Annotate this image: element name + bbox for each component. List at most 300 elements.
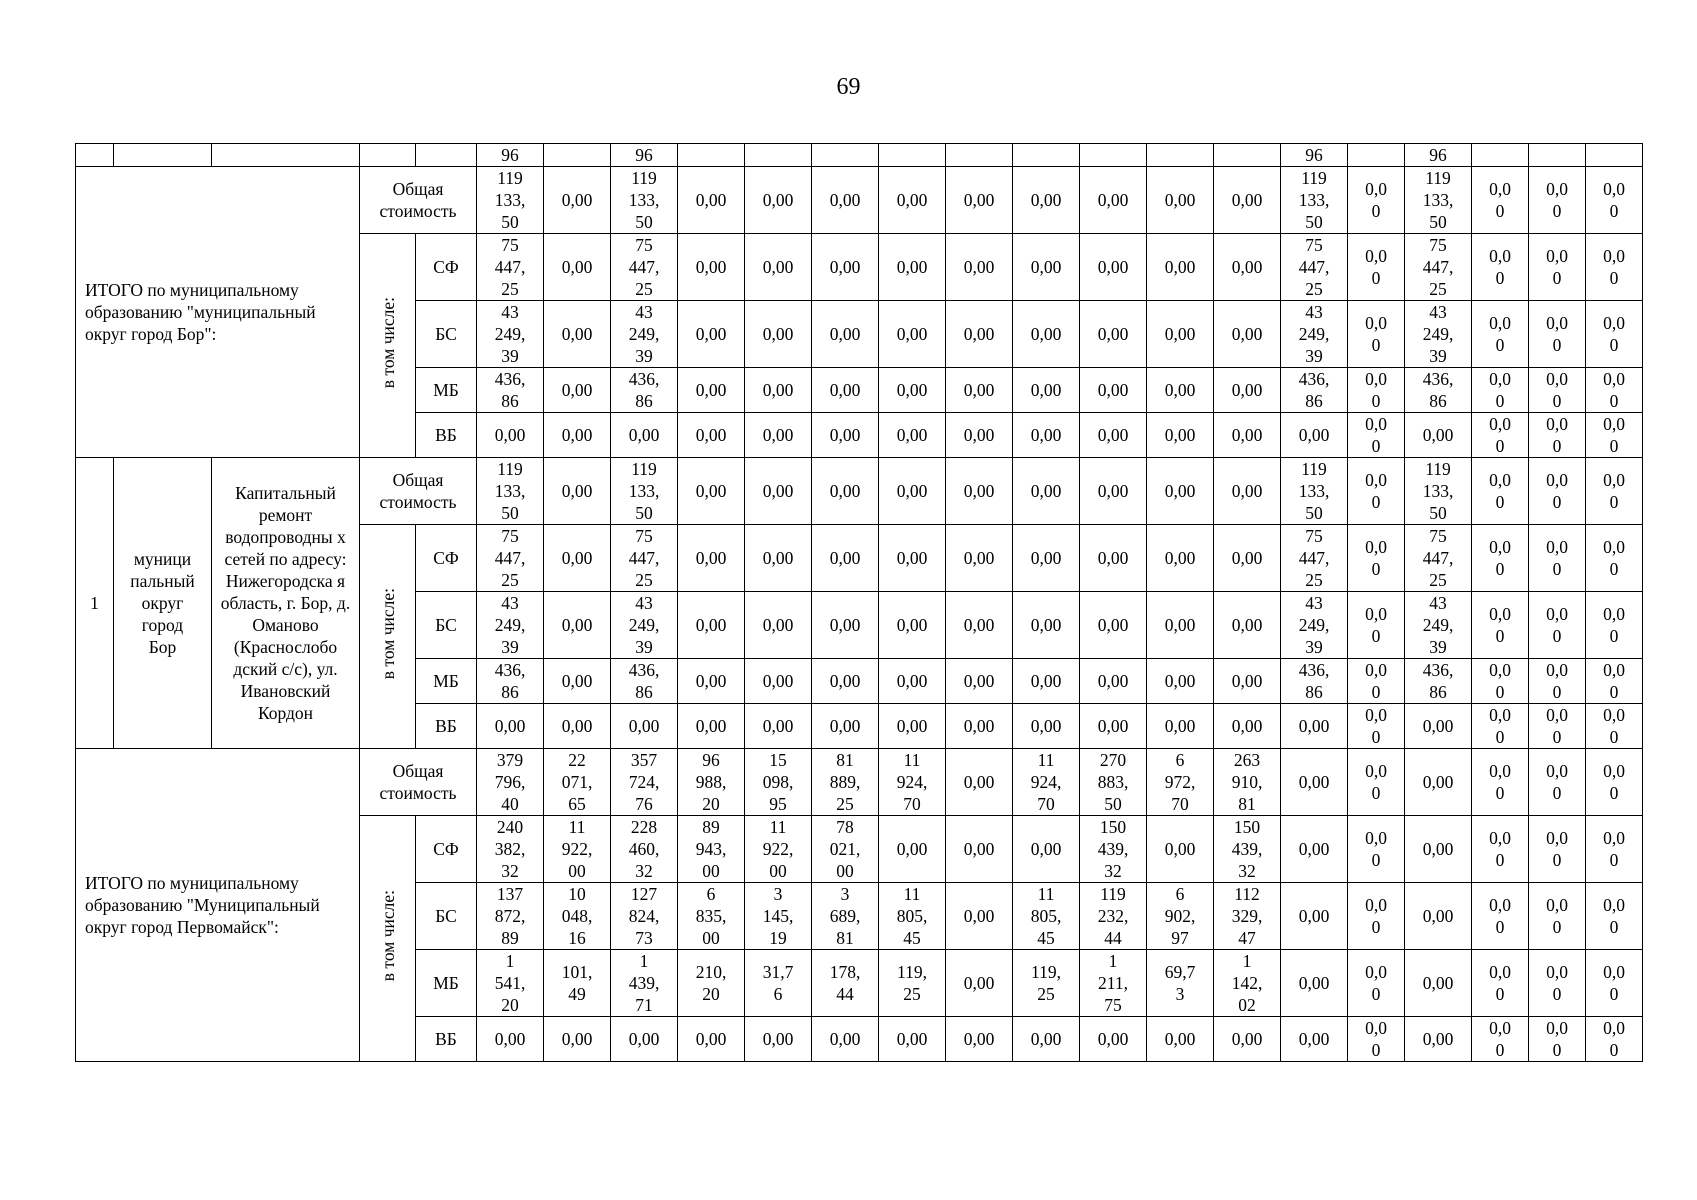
value-cell: 1 142, 02 (1214, 950, 1281, 1017)
value-cell: 0,00 (1013, 704, 1080, 749)
value-cell: 0,00 (879, 167, 946, 234)
value-cell: 0,00 (946, 368, 1013, 413)
value-cell: 0,0 0 (1529, 413, 1586, 458)
value-cell: 0,00 (1214, 413, 1281, 458)
value-cell: 0,00 (946, 458, 1013, 525)
value-cell: 0,00 (678, 234, 745, 301)
value-cell: 0,0 0 (1472, 234, 1529, 301)
value-cell: 0,00 (879, 413, 946, 458)
in-that-number-label (360, 816, 416, 1062)
value-cell: 75 447, 25 (1281, 234, 1348, 301)
value-cell: 0,00 (745, 659, 812, 704)
cell (946, 144, 1013, 167)
value-cell: 150 439, 32 (1214, 816, 1281, 883)
value-cell: 75 447, 25 (1405, 234, 1472, 301)
cell (1586, 144, 1643, 167)
value-cell: 112 329, 47 (1214, 883, 1281, 950)
value-cell: 0,00 (1013, 1017, 1080, 1062)
table-row (76, 749, 1643, 816)
value-cell: 379 796, 40 (477, 749, 544, 816)
value-cell: 0,0 0 (1586, 592, 1643, 659)
value-cell: 0,0 0 (1348, 659, 1405, 704)
value-cell: 0,0 0 (1529, 458, 1586, 525)
value-cell: 0,00 (1080, 234, 1147, 301)
cell (1472, 144, 1529, 167)
value-cell: 0,00 (1281, 704, 1348, 749)
cell (745, 144, 812, 167)
value-cell: 0,00 (544, 592, 611, 659)
value-cell: 0,00 (946, 413, 1013, 458)
value-cell: 0,00 (745, 413, 812, 458)
value-cell: 11 805, 45 (879, 883, 946, 950)
value-cell: 270 883, 50 (1080, 749, 1147, 816)
fund-label: БС (416, 592, 477, 659)
value-cell: 43 249, 39 (1281, 301, 1348, 368)
value-cell: 0,00 (946, 167, 1013, 234)
fund-label: МБ (416, 659, 477, 704)
value-cell: 0,00 (544, 525, 611, 592)
value-cell: 0,00 (879, 816, 946, 883)
value-cell: 0,00 (544, 234, 611, 301)
value-cell: 0,0 0 (1472, 704, 1529, 749)
value-cell: 0,00 (544, 368, 611, 413)
value-cell: 0,0 0 (1348, 301, 1405, 368)
value-cell: 0,0 0 (1348, 816, 1405, 883)
value-cell: 0,00 (1013, 592, 1080, 659)
value-cell: 75 447, 25 (477, 525, 544, 592)
value-cell: 150 439, 32 (1080, 816, 1147, 883)
value-cell: 0,00 (544, 413, 611, 458)
value-cell: 0,00 (812, 704, 879, 749)
value-cell: 0,00 (812, 413, 879, 458)
value-cell: 0,0 0 (1529, 368, 1586, 413)
value-cell: 436, 86 (1281, 368, 1348, 413)
value-cell: 6 902, 97 (1147, 883, 1214, 950)
fund-label: ВБ (416, 704, 477, 749)
value-cell: 0,00 (1281, 413, 1348, 458)
value-cell: 3 145, 19 (745, 883, 812, 950)
value-cell: 0,0 0 (1586, 234, 1643, 301)
value-cell: 0,0 0 (1529, 1017, 1586, 1062)
value-cell: 0,0 0 (1348, 749, 1405, 816)
value-cell: 101, 49 (544, 950, 611, 1017)
value-cell: 0,0 0 (1529, 816, 1586, 883)
value-cell: 0,0 0 (1529, 704, 1586, 749)
value-cell: 0,00 (1214, 1017, 1281, 1062)
value-cell: 0,00 (1147, 592, 1214, 659)
value-cell: 0,00 (812, 525, 879, 592)
value-cell: 0,0 0 (1472, 659, 1529, 704)
value-cell: 0,00 (1281, 883, 1348, 950)
value-cell: 0,0 0 (1586, 368, 1643, 413)
value-cell: 0,00 (1080, 458, 1147, 525)
value-cell: 0,00 (1214, 301, 1281, 368)
value-cell: 78 021, 00 (812, 816, 879, 883)
cell (416, 144, 477, 167)
value-cell: 69,7 3 (1147, 950, 1214, 1017)
object-description: Капитальный ремонт водопроводны х сетей по адресу: Нижегородска я область, г. Бор, д. Оманово (Краснослобо дский с/с), ул. Ивановский Кордон (212, 458, 360, 749)
value-cell: 31,7 6 (745, 950, 812, 1017)
value-cell: 0,00 (1147, 704, 1214, 749)
value-cell: 0,00 (1013, 659, 1080, 704)
value-cell: 0,00 (1147, 413, 1214, 458)
value-cell: 0,00 (1013, 167, 1080, 234)
in-that-number-text: в том числе: (377, 890, 398, 982)
table-row (76, 167, 1643, 234)
value-cell: 178, 44 (812, 950, 879, 1017)
value-cell: 0,00 (946, 749, 1013, 816)
value-cell: 0,00 (946, 883, 1013, 950)
value-cell: 0,00 (1147, 816, 1214, 883)
value-cell: 0,0 0 (1529, 749, 1586, 816)
value-cell: 0,00 (745, 704, 812, 749)
total-title: ИТОГО по муниципальному образованию "Муниципальный округ город Первомайск": (76, 749, 360, 1062)
value-cell: 0,00 (477, 1017, 544, 1062)
value-cell: 0,00 (1281, 816, 1348, 883)
value-cell: 0,00 (1214, 167, 1281, 234)
value-cell: 436, 86 (477, 368, 544, 413)
value-cell: 119 133, 50 (611, 167, 678, 234)
value-cell: 0,00 (745, 167, 812, 234)
fund-label: БС (416, 883, 477, 950)
value-cell: 43 249, 39 (1281, 592, 1348, 659)
value-cell: 0,0 0 (1529, 950, 1586, 1017)
value-cell: 0,00 (812, 1017, 879, 1062)
value-cell: 0,0 0 (1472, 950, 1529, 1017)
value-cell: 0,00 (678, 592, 745, 659)
value-cell: 0,0 0 (1348, 525, 1405, 592)
value-cell: 0,00 (1405, 950, 1472, 1017)
table-body (76, 144, 1643, 1062)
value-cell: 0,00 (1214, 592, 1281, 659)
value-cell: 127 824, 73 (611, 883, 678, 950)
value-cell: 0,0 0 (1529, 592, 1586, 659)
value-cell: 0,0 0 (1348, 167, 1405, 234)
value-cell: 10 048, 16 (544, 883, 611, 950)
cell (212, 144, 360, 167)
value-cell: 263 910, 81 (1214, 749, 1281, 816)
value-cell: 0,00 (1147, 368, 1214, 413)
value-cell: 210, 20 (678, 950, 745, 1017)
continuation-row (76, 144, 1643, 167)
value-cell: 0,00 (611, 413, 678, 458)
value-cell: 0,0 0 (1529, 234, 1586, 301)
value-cell: 0,00 (1281, 749, 1348, 816)
value-cell: 0,00 (1013, 525, 1080, 592)
value-cell: 0,0 0 (1348, 883, 1405, 950)
value-cell: 0,00 (879, 704, 946, 749)
value-cell: 119 133, 50 (1405, 167, 1472, 234)
value-cell: 0,0 0 (1348, 950, 1405, 1017)
value-cell: 0,00 (745, 368, 812, 413)
value-cell: 1 439, 71 (611, 950, 678, 1017)
value-cell: 43 249, 39 (477, 592, 544, 659)
value-cell: 0,00 (879, 458, 946, 525)
page-number: 69 (836, 74, 861, 100)
value-cell: 0,00 (812, 368, 879, 413)
value-cell: 0,00 (1013, 234, 1080, 301)
value-cell: 0,00 (1147, 458, 1214, 525)
value-cell: 0,0 0 (1472, 167, 1529, 234)
value-cell: 436, 86 (611, 659, 678, 704)
value-cell: 0,0 0 (1529, 883, 1586, 950)
value-cell: 0,00 (1080, 592, 1147, 659)
value-cell: 228 460, 32 (611, 816, 678, 883)
value-cell: 11 805, 45 (1013, 883, 1080, 950)
value-cell: 0,00 (1214, 525, 1281, 592)
value-cell: 0,00 (477, 704, 544, 749)
value-cell: 0,00 (879, 1017, 946, 1062)
value-cell: 0,00 (879, 592, 946, 659)
cell (1080, 144, 1147, 167)
value-cell: 11 922, 00 (745, 816, 812, 883)
value-cell: 0,0 0 (1348, 413, 1405, 458)
value-cell: 0,00 (544, 1017, 611, 1062)
value-cell: 75 447, 25 (611, 234, 678, 301)
value-cell: 75 447, 25 (477, 234, 544, 301)
value-cell: 0,0 0 (1472, 413, 1529, 458)
value-cell: 0,00 (477, 413, 544, 458)
fund-label: СФ (416, 525, 477, 592)
value-cell: 3 689, 81 (812, 883, 879, 950)
value-cell: 0,00 (1080, 167, 1147, 234)
value-cell: 89 943, 00 (678, 816, 745, 883)
value-cell: 0,00 (946, 301, 1013, 368)
cell (544, 144, 611, 167)
cell (114, 144, 212, 167)
value-cell: 0,0 0 (1472, 883, 1529, 950)
value-cell: 0,0 0 (1348, 368, 1405, 413)
value-cell: 0,00 (812, 458, 879, 525)
value-cell: 0,00 (745, 525, 812, 592)
value-cell: 96 988, 20 (678, 749, 745, 816)
value-cell: 436, 86 (1281, 659, 1348, 704)
value-cell: 0,0 0 (1586, 659, 1643, 704)
value-cell: 0,00 (879, 234, 946, 301)
fund-label: МБ (416, 368, 477, 413)
value-cell: 0,00 (946, 234, 1013, 301)
value-cell: 0,00 (544, 704, 611, 749)
value-cell: 0,0 0 (1348, 234, 1405, 301)
value-cell: 0,00 (946, 659, 1013, 704)
value-cell: 0,0 0 (1586, 525, 1643, 592)
value-cell: 75 447, 25 (611, 525, 678, 592)
value-cell: 0,0 0 (1348, 592, 1405, 659)
value-cell: 0,0 0 (1472, 458, 1529, 525)
cell (1214, 144, 1281, 167)
value-cell: 0,00 (1147, 167, 1214, 234)
value-cell: 0,0 0 (1586, 950, 1643, 1017)
value-cell: 0,0 0 (1586, 458, 1643, 525)
value-cell: 0,0 0 (1529, 659, 1586, 704)
value-cell: 0,00 (544, 458, 611, 525)
value-cell: 0,0 0 (1529, 525, 1586, 592)
value-cell: 357 724, 76 (611, 749, 678, 816)
value-cell: 436, 86 (1405, 659, 1472, 704)
value-cell: 0,00 (1147, 234, 1214, 301)
value-cell: 1 211, 75 (1080, 950, 1147, 1017)
cell: 96 (477, 144, 544, 167)
total-cost-label: Общая стоимость (360, 167, 477, 234)
budget-table (75, 143, 1643, 1062)
value-cell: 0,00 (1080, 659, 1147, 704)
value-cell: 119 133, 50 (477, 167, 544, 234)
value-cell: 15 098, 95 (745, 749, 812, 816)
value-cell: 0,0 0 (1348, 704, 1405, 749)
value-cell: 0,00 (1080, 704, 1147, 749)
value-cell: 0,00 (678, 1017, 745, 1062)
value-cell: 11 922, 00 (544, 816, 611, 883)
value-cell: 0,0 0 (1529, 167, 1586, 234)
value-cell: 0,0 0 (1472, 525, 1529, 592)
value-cell: 0,00 (1147, 659, 1214, 704)
value-cell: 0,00 (1147, 301, 1214, 368)
value-cell: 0,00 (812, 659, 879, 704)
value-cell: 75 447, 25 (1405, 525, 1472, 592)
fund-label: БС (416, 301, 477, 368)
total-cost-label: Общая стоимость (360, 458, 477, 525)
value-cell: 0,00 (1281, 1017, 1348, 1062)
value-cell: 0,00 (812, 167, 879, 234)
value-cell: 0,00 (678, 413, 745, 458)
value-cell: 0,00 (678, 167, 745, 234)
value-cell: 0,00 (745, 458, 812, 525)
value-cell: 119, 25 (879, 950, 946, 1017)
value-cell: 0,00 (1147, 1017, 1214, 1062)
value-cell: 0,00 (879, 301, 946, 368)
value-cell: 11 924, 70 (879, 749, 946, 816)
value-cell: 119 133, 50 (611, 458, 678, 525)
value-cell: 137 872, 89 (477, 883, 544, 950)
fund-label: ВБ (416, 1017, 477, 1062)
value-cell: 0,00 (544, 301, 611, 368)
value-cell: 75 447, 25 (1281, 525, 1348, 592)
table-row (76, 458, 1643, 525)
value-cell: 0,00 (879, 525, 946, 592)
value-cell: 0,00 (946, 592, 1013, 659)
in-that-number-label (360, 525, 416, 749)
value-cell: 0,00 (1405, 413, 1472, 458)
value-cell: 0,0 0 (1586, 301, 1643, 368)
value-cell: 0,00 (544, 167, 611, 234)
in-that-number-label (360, 234, 416, 458)
value-cell: 119 133, 50 (1281, 458, 1348, 525)
value-cell: 0,0 0 (1586, 167, 1643, 234)
cell: 96 (611, 144, 678, 167)
value-cell: 0,00 (1013, 458, 1080, 525)
value-cell: 0,00 (678, 301, 745, 368)
fund-label: СФ (416, 816, 477, 883)
value-cell: 0,00 (1080, 413, 1147, 458)
value-cell: 0,00 (745, 592, 812, 659)
cell (1529, 144, 1586, 167)
value-cell: 0,0 0 (1348, 1017, 1405, 1062)
value-cell: 0,00 (1080, 368, 1147, 413)
value-cell: 0,00 (678, 458, 745, 525)
value-cell: 0,00 (678, 368, 745, 413)
value-cell: 436, 86 (477, 659, 544, 704)
value-cell: 0,0 0 (1586, 413, 1643, 458)
value-cell: 0,00 (812, 592, 879, 659)
cell (1147, 144, 1214, 167)
value-cell: 0,0 0 (1472, 368, 1529, 413)
value-cell: 0,00 (1080, 525, 1147, 592)
value-cell: 0,0 0 (1472, 301, 1529, 368)
value-cell: 0,00 (745, 301, 812, 368)
value-cell: 0,00 (544, 659, 611, 704)
value-cell: 0,00 (946, 816, 1013, 883)
cell: 96 (1405, 144, 1472, 167)
value-cell: 0,0 0 (1472, 816, 1529, 883)
value-cell: 0,00 (1013, 368, 1080, 413)
value-cell: 0,00 (1214, 659, 1281, 704)
value-cell: 0,00 (1214, 368, 1281, 413)
value-cell: 11 924, 70 (1013, 749, 1080, 816)
item-index: 1 (76, 458, 114, 749)
value-cell: 0,0 0 (1348, 458, 1405, 525)
value-cell: 43 249, 39 (1405, 592, 1472, 659)
value-cell: 119 133, 50 (1281, 167, 1348, 234)
value-cell: 436, 86 (1405, 368, 1472, 413)
value-cell: 0,0 0 (1529, 301, 1586, 368)
value-cell: 43 249, 39 (611, 592, 678, 659)
value-cell: 0,00 (1013, 816, 1080, 883)
value-cell: 0,00 (1080, 301, 1147, 368)
value-cell: 0,00 (1405, 883, 1472, 950)
value-cell: 0,00 (946, 1017, 1013, 1062)
value-cell: 0,0 0 (1472, 749, 1529, 816)
value-cell: 0,00 (1214, 458, 1281, 525)
value-cell: 0,00 (745, 1017, 812, 1062)
value-cell: 22 071, 65 (544, 749, 611, 816)
value-cell: 0,00 (611, 704, 678, 749)
value-cell: 436, 86 (611, 368, 678, 413)
value-cell: 119 133, 50 (477, 458, 544, 525)
value-cell: 81 889, 25 (812, 749, 879, 816)
cell (1348, 144, 1405, 167)
value-cell: 43 249, 39 (477, 301, 544, 368)
value-cell: 0,0 0 (1586, 1017, 1643, 1062)
value-cell: 0,00 (946, 950, 1013, 1017)
value-cell: 0,00 (1405, 749, 1472, 816)
value-cell: 0,00 (1013, 413, 1080, 458)
value-cell: 0,00 (678, 704, 745, 749)
value-cell: 0,00 (812, 301, 879, 368)
fund-label: СФ (416, 234, 477, 301)
fund-label: МБ (416, 950, 477, 1017)
value-cell: 6 972, 70 (1147, 749, 1214, 816)
value-cell: 43 249, 39 (611, 301, 678, 368)
cell (678, 144, 745, 167)
value-cell: 0,00 (1147, 525, 1214, 592)
value-cell: 1 541, 20 (477, 950, 544, 1017)
value-cell: 119, 25 (1013, 950, 1080, 1017)
value-cell: 0,00 (1214, 704, 1281, 749)
total-cost-label: Общая стоимость (360, 749, 477, 816)
value-cell: 0,00 (1405, 816, 1472, 883)
value-cell: 0,00 (879, 659, 946, 704)
value-cell: 0,0 0 (1472, 592, 1529, 659)
value-cell: 6 835, 00 (678, 883, 745, 950)
cell (360, 144, 416, 167)
value-cell: 0,00 (678, 525, 745, 592)
cell (1013, 144, 1080, 167)
value-cell: 0,00 (1281, 950, 1348, 1017)
value-cell: 0,00 (1214, 234, 1281, 301)
value-cell: 0,0 0 (1586, 704, 1643, 749)
value-cell: 0,00 (879, 368, 946, 413)
value-cell: 0,00 (611, 1017, 678, 1062)
